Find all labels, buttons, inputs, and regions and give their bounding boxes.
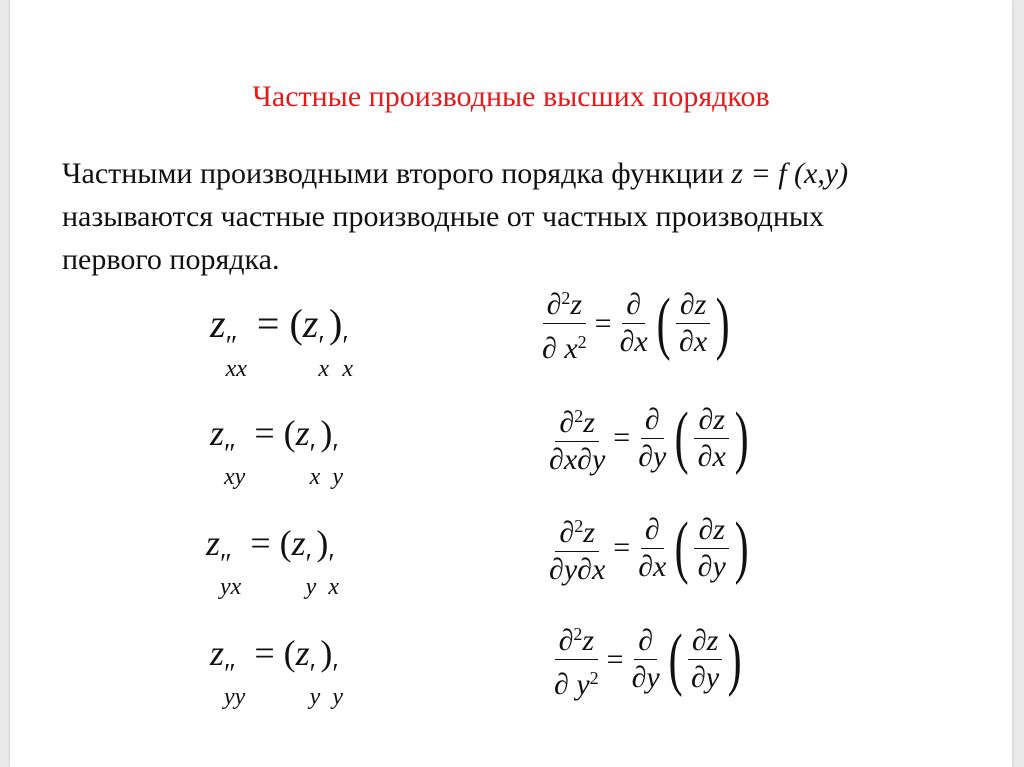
slide: [10, 0, 1012, 767]
paragraph-line-3: первого порядка.: [62, 243, 280, 276]
paragraph-line-1: Частными производными второго порядка функции: [62, 157, 724, 190]
inline-function-formula: z = f (x,y): [731, 157, 849, 190]
formula-zyy-right: $\frac{\partial^2z}{\partial y^2}$ = $\frac{\partial}{\partial y}$ ( $\frac{\partial z}{\partial y}$ ): [550, 616, 746, 703]
formula-zxx-left: z ″ xx = (z ′ x ) ′ x: [210, 301, 353, 382]
slide-title: Частные производные высших порядков: [252, 80, 770, 113]
formula-zyx-left: z ″ yx = (z ′ y ) ′ x: [206, 523, 339, 600]
paragraph-line-2: называются частные производные от частных производных: [62, 200, 825, 233]
formula-zxy-right: $\frac{\partial^2z}{\partial x\partial y}$ = $\frac{\partial}{\partial y}$ ( $\frac{\partial z}{\partial x}$ ): [549, 399, 749, 476]
formula-zyy-left: z ″ yy = (z ′ y ) ′ y: [210, 633, 343, 710]
formula-zyx-right: $\frac{\partial^2z}{\partial y\partial x}$ = $\frac{\partial}{\partial x}$ ( $\frac{\partial z}{\partial y}$ ): [549, 509, 749, 586]
formula-zxy-left: z ″ xy = (z ′ x ) ′ y: [210, 413, 343, 490]
definition-paragraph: [62, 152, 992, 281]
formula-zxx-right: $\frac{\partial^2z}{\partial x^2}$ = $\frac{\partial}{\partial x}$ ( $\frac{\partial z}{\partial x}$ ): [538, 280, 734, 367]
